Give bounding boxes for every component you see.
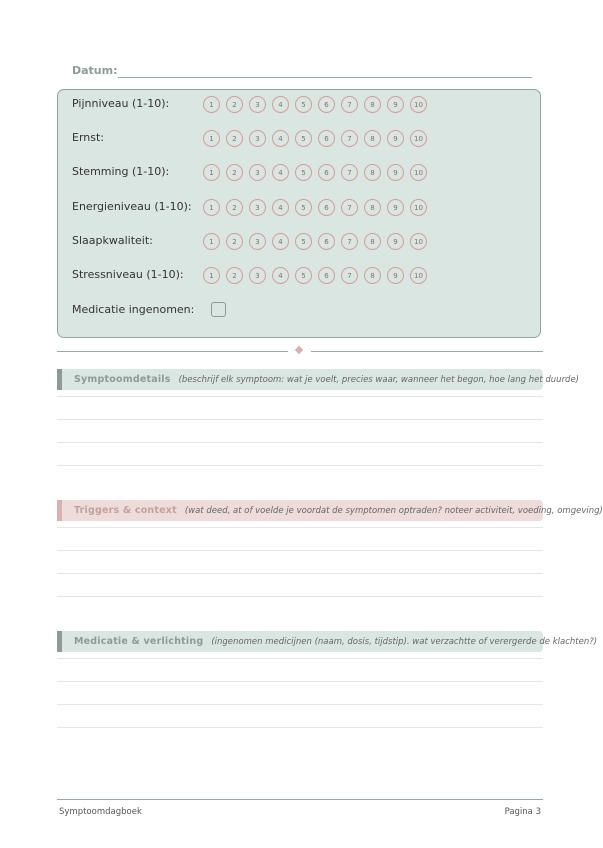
writing-line[interactable]	[57, 658, 543, 659]
rating-option-circle[interactable]: 9	[387, 164, 404, 181]
rating-option-circle[interactable]: 3	[249, 199, 266, 216]
section-accent-bar	[57, 631, 62, 652]
writing-line[interactable]	[57, 596, 543, 597]
rating-option-circle[interactable]: 6	[318, 267, 335, 284]
date-input-line[interactable]	[118, 77, 532, 78]
rating-option-circle[interactable]: 1	[203, 199, 220, 216]
rating-option-circle[interactable]: 3	[249, 130, 266, 147]
rating-option-circle[interactable]: 2	[226, 199, 243, 216]
writing-line[interactable]	[57, 442, 543, 443]
rating-option-circle[interactable]: 3	[249, 96, 266, 113]
rating-option-circle[interactable]: 7	[341, 233, 358, 250]
writing-line[interactable]	[57, 704, 543, 705]
rating-option-circle[interactable]: 2	[226, 130, 243, 147]
rating-option-circle[interactable]: 7	[341, 267, 358, 284]
rating-option-circle[interactable]: 3	[249, 164, 266, 181]
section-title: Medicatie & verlichting	[74, 636, 204, 647]
rating-option-circle[interactable]: 8	[364, 199, 381, 216]
medication-checkbox[interactable]	[211, 302, 226, 317]
section-title: Triggers & context	[74, 505, 177, 516]
rating-option-circle[interactable]: 3	[249, 233, 266, 250]
rating-option-circle[interactable]: 10	[410, 96, 427, 113]
rating-option-circle[interactable]: 4	[272, 267, 289, 284]
rating-option-circle[interactable]: 5	[295, 199, 312, 216]
section-header	[57, 631, 598, 652]
section-accent-bar	[57, 369, 62, 390]
rating-option-circle[interactable]: 5	[295, 164, 312, 181]
rating-option-circle[interactable]: 7	[341, 96, 358, 113]
rating-option-circle[interactable]: 8	[364, 233, 381, 250]
rating-option-circle[interactable]: 1	[203, 130, 220, 147]
rating-option-circle[interactable]: 6	[318, 96, 335, 113]
divider-line-left	[57, 351, 288, 352]
rating-option-circle[interactable]: 10	[410, 267, 427, 284]
writing-line[interactable]	[57, 527, 543, 528]
rating-option-circle[interactable]: 5	[295, 267, 312, 284]
rating-option-circle[interactable]: 4	[272, 130, 289, 147]
rating-option-circle[interactable]: 9	[387, 233, 404, 250]
footer-divider	[57, 799, 543, 800]
divider-line-right	[311, 351, 543, 352]
rating-option-circle[interactable]: 10	[410, 199, 427, 216]
section-title: Symptoomdetails	[74, 374, 171, 385]
section-hint: (wat deed, at of voelde je voordat de symptomen optraden? noteer activiteit, voeding, omgeving)	[184, 505, 603, 516]
date-label: Datum:	[72, 64, 118, 77]
medication-label: Medicatie ingenomen:	[72, 303, 195, 316]
rating-option-circle[interactable]: 9	[387, 199, 404, 216]
rating-option-circle[interactable]: 9	[387, 96, 404, 113]
rating-option-circle[interactable]: 1	[203, 164, 220, 181]
rating-option-circle[interactable]: 7	[341, 199, 358, 216]
section-hint: (ingenomen medicijnen (naam, dosis, tijdstip). wat verzachtte of verergerde de klachten?)	[211, 636, 598, 647]
rating-label: Stressniveau (1-10):	[72, 268, 184, 281]
rating-label: Stemming (1-10):	[72, 165, 170, 178]
section-hint: (beschrijf elk symptoom: wat je voelt, precies waar, wanneer het begon, hoe lang het duurde)	[178, 374, 579, 385]
rating-option-circle[interactable]: 4	[272, 233, 289, 250]
rating-label: Ernst:	[72, 131, 105, 144]
rating-option-circle[interactable]: 6	[318, 233, 335, 250]
writing-line[interactable]	[57, 727, 543, 728]
rating-option-circle[interactable]: 6	[318, 130, 335, 147]
rating-option-circle[interactable]: 8	[364, 130, 381, 147]
rating-option-circle[interactable]: 2	[226, 233, 243, 250]
rating-option-circle[interactable]: 1	[203, 233, 220, 250]
rating-option-circle[interactable]: 7	[341, 164, 358, 181]
rating-option-circle[interactable]: 8	[364, 96, 381, 113]
rating-option-circle[interactable]: 4	[272, 164, 289, 181]
rating-option-circle[interactable]: 9	[387, 130, 404, 147]
rating-option-circle[interactable]: 10	[410, 233, 427, 250]
writing-line[interactable]	[57, 573, 543, 574]
rating-option-circle[interactable]: 8	[364, 267, 381, 284]
writing-line[interactable]	[57, 419, 543, 420]
section-header	[57, 369, 579, 390]
rating-option-circle[interactable]: 10	[410, 164, 427, 181]
writing-line[interactable]	[57, 396, 543, 397]
rating-option-circle[interactable]: 9	[387, 267, 404, 284]
rating-option-circle[interactable]: 2	[226, 96, 243, 113]
rating-option-circle[interactable]: 10	[410, 130, 427, 147]
rating-option-circle[interactable]: 8	[364, 164, 381, 181]
rating-option-circle[interactable]: 7	[341, 130, 358, 147]
rating-label: Slaapkwaliteit:	[72, 234, 153, 247]
footer-page-number: Pagina 3	[504, 807, 541, 817]
footer-title: Symptoomdagboek	[59, 807, 142, 817]
rating-option-circle[interactable]: 5	[295, 233, 312, 250]
rating-option-circle[interactable]: 6	[318, 164, 335, 181]
diamond-ornament-icon	[295, 346, 303, 354]
rating-option-circle[interactable]: 5	[295, 130, 312, 147]
rating-option-circle[interactable]: 3	[249, 267, 266, 284]
writing-line[interactable]	[57, 681, 543, 682]
writing-line[interactable]	[57, 550, 543, 551]
rating-option-circle[interactable]: 1	[203, 267, 220, 284]
rating-option-circle[interactable]: 4	[272, 96, 289, 113]
section-accent-bar	[57, 500, 62, 521]
writing-line[interactable]	[57, 465, 543, 466]
section-header	[57, 500, 603, 521]
rating-option-circle[interactable]: 2	[226, 267, 243, 284]
rating-label: Pijnniveau (1-10):	[72, 97, 170, 110]
rating-option-circle[interactable]: 4	[272, 199, 289, 216]
rating-option-circle[interactable]: 5	[295, 96, 312, 113]
rating-label: Energieniveau (1-10):	[72, 200, 192, 213]
rating-option-circle[interactable]: 1	[203, 96, 220, 113]
rating-option-circle[interactable]: 6	[318, 199, 335, 216]
rating-option-circle[interactable]: 2	[226, 164, 243, 181]
